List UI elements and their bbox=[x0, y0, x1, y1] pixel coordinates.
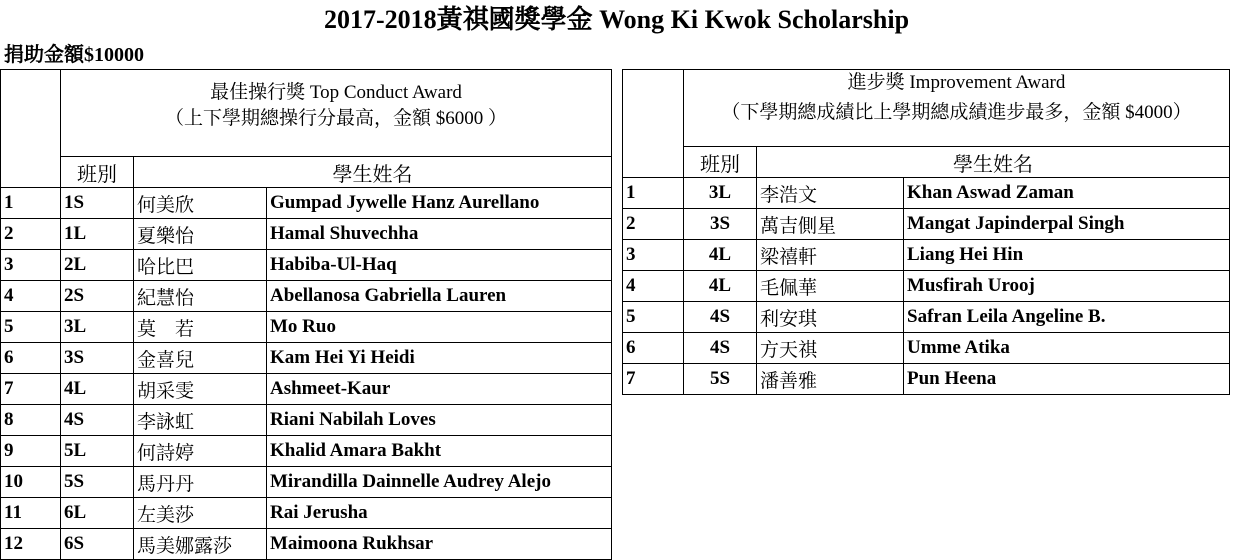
class-cell: 3S bbox=[61, 343, 134, 374]
row-number: 6 bbox=[1, 343, 61, 374]
chinese-name-cell: 胡采雯 bbox=[134, 374, 267, 405]
table-row bbox=[623, 209, 1230, 240]
row-number: 6 bbox=[623, 333, 684, 364]
column-header-student-name: 學生姓名 bbox=[134, 157, 612, 188]
page-title: 2017-2018黃祺國獎學金 Wong Ki Kwok Scholarship bbox=[323, 5, 910, 34]
row-number: 8 bbox=[1, 405, 61, 436]
chinese-name-cell: 夏樂怡 bbox=[134, 219, 267, 250]
corner-cell bbox=[623, 70, 684, 147]
table-row bbox=[1, 219, 612, 250]
table-row bbox=[1, 467, 612, 498]
chinese-name-cell: 潘善雅 bbox=[757, 364, 904, 395]
row-number: 2 bbox=[623, 209, 684, 240]
table-row bbox=[1, 374, 612, 405]
class-cell: 4L bbox=[684, 240, 757, 271]
chinese-name-cell: 何詩婷 bbox=[134, 436, 267, 467]
class-cell: 1L bbox=[61, 219, 134, 250]
column-header-student-name: 學生姓名 bbox=[757, 147, 1230, 178]
chinese-name-cell: 李詠虹 bbox=[134, 405, 267, 436]
table-row bbox=[1, 436, 612, 467]
conduct-award-title: 最佳操行獎 Top Conduct Award bbox=[210, 82, 462, 103]
class-cell: 4S bbox=[61, 405, 134, 436]
english-name-cell: Rai Jerusha bbox=[267, 498, 612, 529]
top-conduct-award-table bbox=[0, 69, 612, 560]
row-number: 12 bbox=[1, 529, 61, 560]
corner-cell bbox=[1, 70, 61, 157]
class-cell: 4L bbox=[684, 271, 757, 302]
row-number: 9 bbox=[1, 436, 61, 467]
english-name-cell: Pun Heena bbox=[904, 364, 1230, 395]
class-cell: 4L bbox=[61, 374, 134, 405]
column-header-class: 班別 bbox=[61, 157, 134, 188]
table-row bbox=[1, 405, 612, 436]
table-row bbox=[1, 343, 612, 374]
row-number: 10 bbox=[1, 467, 61, 498]
english-name-cell: Ashmeet-Kaur bbox=[267, 374, 612, 405]
table-row bbox=[623, 302, 1230, 333]
row-number: 1 bbox=[1, 188, 61, 219]
english-name-cell: Safran Leila Angeline B. bbox=[904, 302, 1230, 333]
class-cell: 3L bbox=[684, 178, 757, 209]
chinese-name-cell: 利安琪 bbox=[757, 302, 904, 333]
improvement-award-table bbox=[622, 69, 1230, 395]
class-cell: 5L bbox=[61, 436, 134, 467]
english-name-cell: Habiba-Ul-Haq bbox=[267, 250, 612, 281]
english-name-cell: Mirandilla Dainnelle Audrey Alejo bbox=[267, 467, 612, 498]
class-cell: 5S bbox=[684, 364, 757, 395]
class-cell: 1S bbox=[61, 188, 134, 219]
row-number: 1 bbox=[623, 178, 684, 209]
row-number: 3 bbox=[623, 240, 684, 271]
table-row bbox=[1, 498, 612, 529]
row-number: 5 bbox=[623, 302, 684, 333]
english-name-cell: Musfirah Urooj bbox=[904, 271, 1230, 302]
corner-cell bbox=[623, 147, 684, 178]
chinese-name-cell: 毛佩華 bbox=[757, 271, 904, 302]
table-row bbox=[623, 271, 1230, 302]
english-name-cell: Abellanosa Gabriella Lauren bbox=[267, 281, 612, 312]
english-name-cell: Mangat Japinderpal Singh bbox=[904, 209, 1230, 240]
english-name-cell: Liang Hei Hin bbox=[904, 240, 1230, 271]
chinese-name-cell: 何美欣 bbox=[134, 188, 267, 219]
english-name-cell: Hamal Shuvechha bbox=[267, 219, 612, 250]
table-row bbox=[1, 281, 612, 312]
chinese-name-cell: 馬丹丹 bbox=[134, 467, 267, 498]
improvement-award-criteria: （下學期總成績比上學期總成績進步最多，金額 $4000） bbox=[721, 102, 1192, 123]
row-number: 5 bbox=[1, 312, 61, 343]
table-row bbox=[1, 250, 612, 281]
corner-cell bbox=[1, 157, 61, 188]
class-cell: 6S bbox=[61, 529, 134, 560]
conduct-award-criteria: （上下學期總操行分最高，金額 $6000 ） bbox=[164, 108, 507, 129]
chinese-name-cell: 李浩文 bbox=[757, 178, 904, 209]
table-row bbox=[1, 529, 612, 560]
class-cell: 6L bbox=[61, 498, 134, 529]
row-number: 2 bbox=[1, 219, 61, 250]
donation-amount: 捐助金額$10000 bbox=[4, 44, 144, 66]
row-number: 3 bbox=[1, 250, 61, 281]
table-row bbox=[623, 178, 1230, 209]
class-cell: 4S bbox=[684, 302, 757, 333]
class-cell: 2S bbox=[61, 281, 134, 312]
table-row bbox=[1, 188, 612, 219]
class-cell: 3S bbox=[684, 209, 757, 240]
class-cell: 3L bbox=[61, 312, 134, 343]
english-name-cell: Mo Ruo bbox=[267, 312, 612, 343]
row-number: 11 bbox=[1, 498, 61, 529]
conduct-award-heading bbox=[61, 70, 612, 157]
table-row bbox=[623, 333, 1230, 364]
column-header-class: 班別 bbox=[684, 147, 757, 178]
english-name-cell: Kam Hei Yi Heidi bbox=[267, 343, 612, 374]
chinese-name-cell: 馬美娜露莎 bbox=[134, 529, 267, 560]
chinese-name-cell: 金喜兒 bbox=[134, 343, 267, 374]
improvement-award-heading bbox=[684, 70, 1230, 147]
chinese-name-cell: 紀慧怡 bbox=[134, 281, 267, 312]
class-cell: 2L bbox=[61, 250, 134, 281]
chinese-name-cell: 左美莎 bbox=[134, 498, 267, 529]
english-name-cell: Khalid Amara Bakht bbox=[267, 436, 612, 467]
table-row bbox=[623, 364, 1230, 395]
row-number: 4 bbox=[1, 281, 61, 312]
table-row bbox=[1, 312, 612, 343]
english-name-cell: Gumpad Jywelle Hanz Aurellano bbox=[267, 188, 612, 219]
chinese-name-cell: 梁禧軒 bbox=[757, 240, 904, 271]
improvement-award-title: 進步獎 Improvement Award bbox=[847, 72, 1066, 93]
row-number: 7 bbox=[1, 374, 61, 405]
english-name-cell: Umme Atika bbox=[904, 333, 1230, 364]
class-cell: 4S bbox=[684, 333, 757, 364]
class-cell: 5S bbox=[61, 467, 134, 498]
chinese-name-cell: 方天祺 bbox=[757, 333, 904, 364]
improvement-rows bbox=[623, 178, 1230, 395]
table-row bbox=[623, 240, 1230, 271]
english-name-cell: Riani Nabilah Loves bbox=[267, 405, 612, 436]
conduct-rows bbox=[1, 188, 612, 560]
row-number: 7 bbox=[623, 364, 684, 395]
english-name-cell: Maimoona Rukhsar bbox=[267, 529, 612, 560]
chinese-name-cell: 莫 若 bbox=[134, 312, 267, 343]
english-name-cell: Khan Aswad Zaman bbox=[904, 178, 1230, 209]
chinese-name-cell: 哈比巴 bbox=[134, 250, 267, 281]
chinese-name-cell: 萬吉側星 bbox=[757, 209, 904, 240]
row-number: 4 bbox=[623, 271, 684, 302]
